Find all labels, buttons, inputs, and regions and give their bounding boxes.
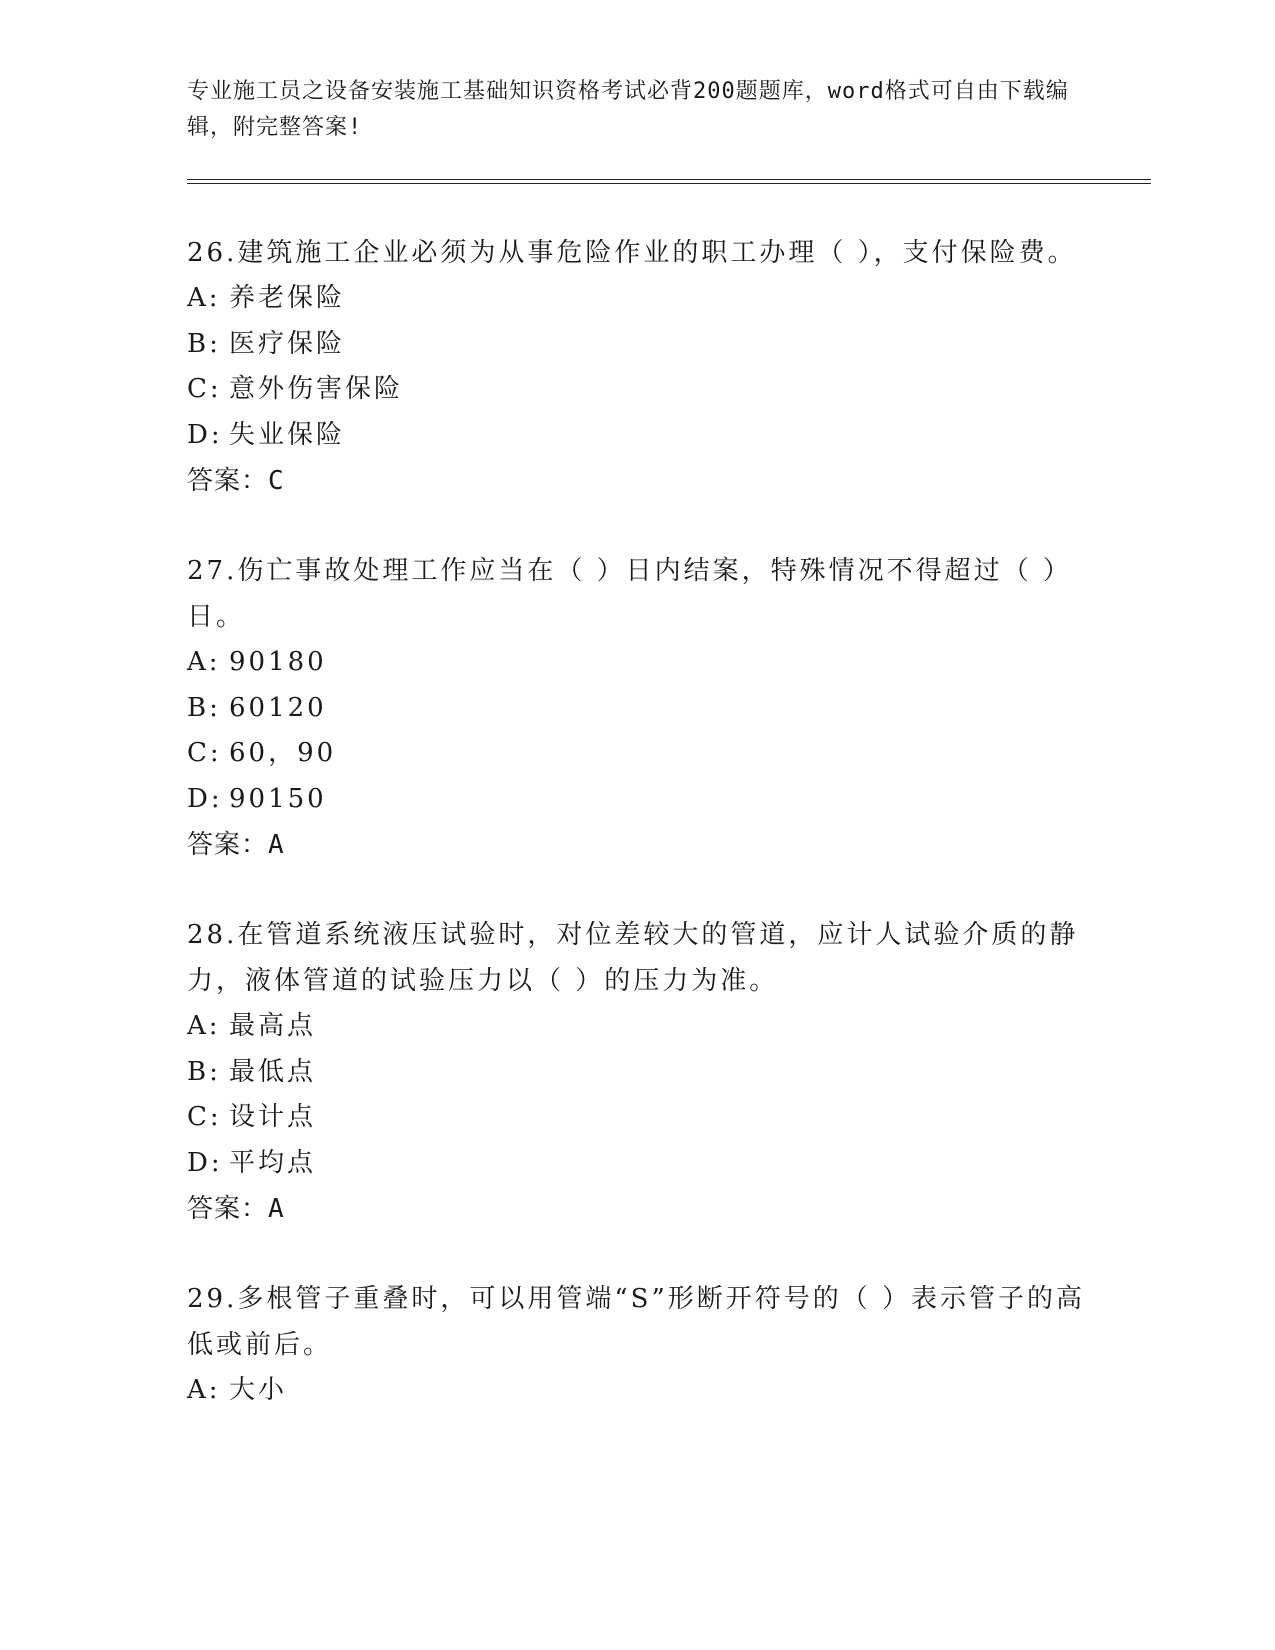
question-27 — [187, 548, 1087, 868]
option-key: A: — [187, 283, 221, 313]
header-divider-top — [187, 179, 1151, 180]
question-29 — [187, 1276, 1087, 1414]
question-stem: 29.多根管子重叠时，可以用管端“S”形断开符号的（ ）表示管子的高低或前后。 — [187, 1284, 1086, 1360]
option-key: D: — [187, 419, 223, 450]
option-text: 设计点 — [229, 1102, 317, 1132]
option-key: C: — [187, 1102, 222, 1132]
option-key: C: — [187, 374, 222, 404]
option-key: A: — [187, 1375, 221, 1405]
option-text: 养老保险 — [229, 283, 346, 313]
option-text: 失业保险 — [229, 419, 346, 450]
option-b — [187, 322, 1087, 368]
option-c — [187, 367, 1087, 413]
option-c — [187, 731, 1087, 777]
option-key: B: — [187, 1056, 221, 1087]
option-a — [187, 640, 1087, 686]
option-text: 大小 — [229, 1375, 288, 1405]
option-text: 最高点 — [229, 1011, 317, 1041]
answer-line: 答案：A — [187, 830, 285, 860]
option-key: B: — [187, 328, 221, 359]
question-28 — [187, 912, 1087, 1232]
question-26 — [187, 230, 1087, 504]
option-text: 60，90 — [229, 738, 337, 768]
option-text: 90180 — [229, 647, 327, 677]
option-b — [187, 686, 1087, 732]
option-text: 90150 — [229, 783, 327, 814]
option-a — [187, 1004, 1087, 1050]
document-header: 专业施工员之设备安装施工基础知识资格考试必背200题题库，word格式可自由下载编辑，附完整答案! — [187, 79, 1069, 140]
option-d — [187, 777, 1087, 823]
option-text: 60120 — [229, 692, 327, 723]
option-key: A: — [187, 647, 221, 677]
answer-line: 答案：C — [187, 466, 285, 496]
option-a — [187, 1368, 1087, 1414]
option-a — [187, 276, 1087, 322]
option-key: B: — [187, 692, 221, 723]
option-text: 医疗保险 — [229, 328, 346, 359]
question-stem: 28.在管道系统液压试验时，对位差较大的管道，应计人试验介质的静力，液体管道的试验压力以（ ）的压力为准。 — [187, 920, 1079, 996]
option-text: 最低点 — [229, 1056, 317, 1087]
question-stem: 26.建筑施工企业必须为从事危险作业的职工办理（ ），支付保险费。 — [187, 238, 1077, 268]
question-stem: 27.伤亡事故处理工作应当在（ ）日内结案，特殊情况不得超过（ ）日。 — [187, 556, 1072, 632]
question-list — [187, 230, 1087, 1458]
option-d — [187, 1141, 1087, 1187]
option-d — [187, 413, 1087, 459]
option-key: A: — [187, 1011, 221, 1041]
option-text: 意外伤害保险 — [229, 374, 404, 404]
option-b — [187, 1050, 1087, 1096]
option-c — [187, 1095, 1087, 1141]
answer-line: 答案：A — [187, 1194, 285, 1224]
header-divider-bottom — [187, 183, 1151, 184]
option-key: C: — [187, 738, 222, 768]
option-text: 平均点 — [229, 1147, 317, 1178]
option-key: D: — [187, 1147, 223, 1178]
option-key: D: — [187, 783, 223, 814]
